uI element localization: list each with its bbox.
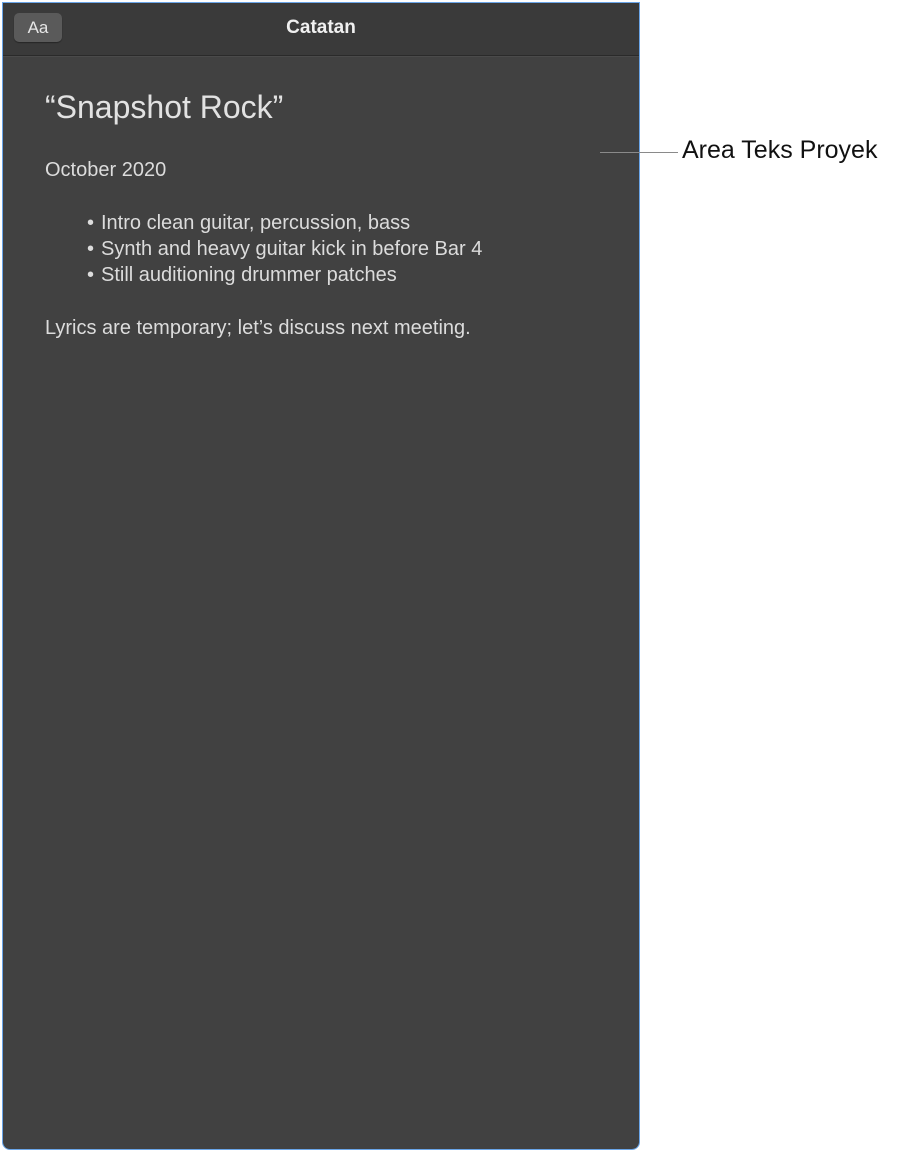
bullet-dot-icon: •: [87, 238, 95, 260]
list-item: [87, 236, 482, 262]
note-title: “Snapshot Rock”: [45, 89, 284, 125]
callout-line: [600, 152, 678, 153]
list-item-text: Synth and heavy guitar kick in before Bar 4: [101, 238, 483, 260]
list-item-text: Still auditioning drummer patches: [101, 264, 397, 286]
panel-title: Catatan: [286, 17, 356, 38]
panel-header: [3, 3, 639, 56]
bullet-dot-icon: •: [87, 264, 95, 286]
callout-label: Area Teks Proyek: [682, 136, 878, 164]
list-item: [87, 210, 482, 236]
font-settings-button[interactable]: Aa: [14, 13, 62, 42]
bullet-list: [87, 210, 482, 288]
notes-panel: [2, 2, 640, 1150]
bullet-dot-icon: •: [87, 212, 95, 234]
list-item-text: Intro clean guitar, percussion, bass: [101, 212, 411, 234]
project-text-area[interactable]: [3, 56, 639, 1150]
list-item: [87, 262, 482, 288]
note-date: October 2020: [45, 159, 167, 181]
note-footer: Lyrics are temporary; let’s discuss next meeting.: [45, 317, 471, 339]
